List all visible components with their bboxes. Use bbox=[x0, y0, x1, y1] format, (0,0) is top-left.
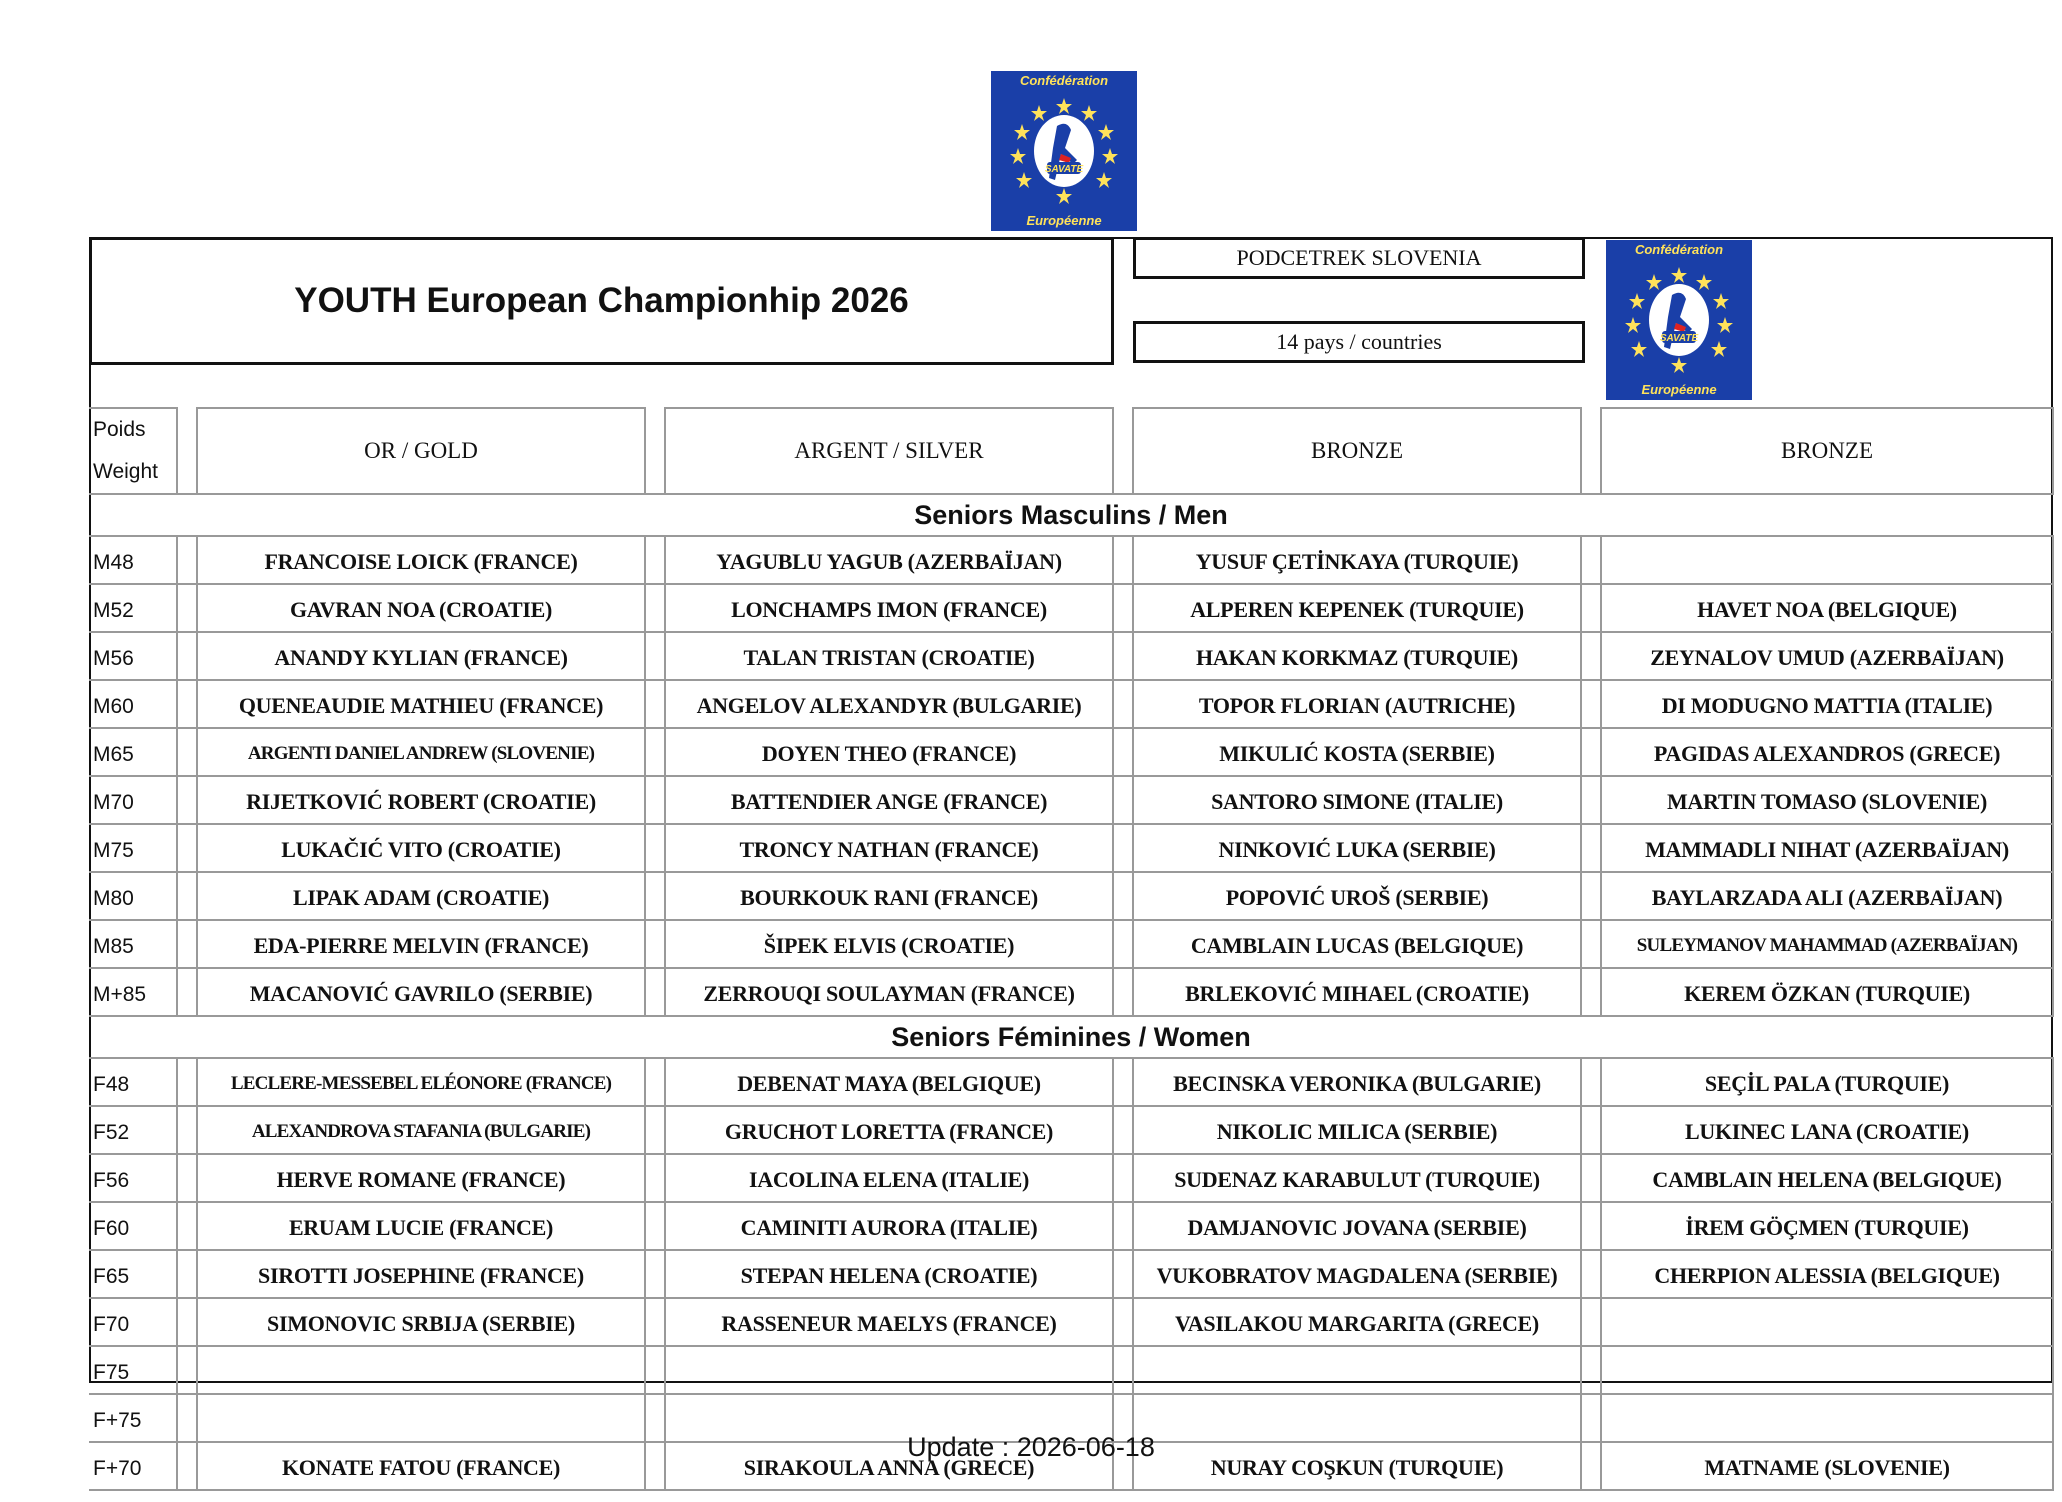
bronze2-medalist: LUKINEC LANA (CROATIE) bbox=[1601, 1106, 2053, 1154]
weight-class: M85 bbox=[89, 920, 177, 968]
weight-class: F+70 bbox=[89, 1442, 177, 1490]
page-title: YOUTH European Championhip 2026 bbox=[294, 281, 909, 320]
confederation-logo-right bbox=[1606, 240, 1752, 400]
table-row bbox=[89, 1250, 2053, 1298]
bronze1-medalist: TOPOR FLORIAN (AUTRICHE) bbox=[1133, 680, 1581, 728]
confederation-logo-top bbox=[991, 71, 1137, 231]
bronze2-medalist: MAMMADLI NIHAT (AZERBAÏJAN) bbox=[1601, 824, 2053, 872]
gold-medalist: KONATE FATOU (FRANCE) bbox=[197, 1442, 645, 1490]
logo-bottom-text: Européenne bbox=[1641, 382, 1717, 397]
weight-class: M+85 bbox=[89, 968, 177, 1016]
men-section-header bbox=[89, 494, 2053, 536]
table-row bbox=[89, 680, 2053, 728]
gold-medalist: LIPAK ADAM (CROATIE) bbox=[197, 872, 645, 920]
bronze1-medalist: HAKAN KORKMAZ (TURQUIE) bbox=[1133, 632, 1581, 680]
bronze1-medalist: BRLEKOVIĆ MIHAEL (CROATIE) bbox=[1133, 968, 1581, 1016]
weight-class: F60 bbox=[89, 1202, 177, 1250]
table-row bbox=[89, 872, 2053, 920]
silver-medalist: YAGUBLU YAGUB (AZERBAÏJAN) bbox=[665, 536, 1113, 584]
bronze2-medalist: SULEYMANOV MAHAMMAD (AZERBAÏJAN) bbox=[1601, 920, 2053, 968]
gold-medalist: EDA-PIERRE MELVIN (FRANCE) bbox=[197, 920, 645, 968]
bronze1-medalist: SUDENAZ KARABULUT (TURQUIE) bbox=[1133, 1154, 1581, 1202]
weight-class: F+75 bbox=[89, 1394, 177, 1442]
bronze1-medalist: BECINSKA VERONIKA (BULGARIE) bbox=[1133, 1058, 1581, 1106]
bronze2-medalist: CAMBLAIN HELENA (BELGIQUE) bbox=[1601, 1154, 2053, 1202]
silver-medalist bbox=[665, 1346, 1113, 1394]
table-row bbox=[89, 920, 2053, 968]
bronze2-medalist bbox=[1601, 536, 2053, 584]
bronze2-medalist bbox=[1601, 1346, 2053, 1394]
silver-medalist: IACOLINA ELENA (ITALIE) bbox=[665, 1154, 1113, 1202]
gold-medalist: RIJETKOVIĆ ROBERT (CROATIE) bbox=[197, 776, 645, 824]
silver-medalist: ANGELOV ALEXANDYR (BULGARIE) bbox=[665, 680, 1113, 728]
weight-class: M80 bbox=[89, 872, 177, 920]
gold-medalist: HERVE ROMANE (FRANCE) bbox=[197, 1154, 645, 1202]
weight-header-line2: Weight bbox=[93, 460, 158, 483]
bronze2-header: BRONZE bbox=[1601, 408, 2053, 494]
bronze1-medalist: NURAY COŞKUN (TURQUIE) bbox=[1133, 1442, 1581, 1490]
bronze2-medalist: PAGIDAS ALEXANDROS (GRECE) bbox=[1601, 728, 2053, 776]
bronze1-medalist: MIKULIĆ KOSTA (SERBIE) bbox=[1133, 728, 1581, 776]
table-row bbox=[89, 968, 2053, 1016]
weight-class: M75 bbox=[89, 824, 177, 872]
gold-medalist: ARGENTI DANIEL ANDREW (SLOVENIE) bbox=[197, 728, 645, 776]
gold-medalist bbox=[197, 1346, 645, 1394]
weight-class: M56 bbox=[89, 632, 177, 680]
logo-top-text: Confédération bbox=[1634, 242, 1724, 257]
bronze1-medalist: YUSUF ÇETİNKAYA (TURQUIE) bbox=[1133, 536, 1581, 584]
gold-medalist: FRANCOISE LOICK (FRANCE) bbox=[197, 536, 645, 584]
bronze1-medalist bbox=[1133, 1346, 1581, 1394]
gold-medalist: LECLERE-MESSEBEL ELÉONORE (FRANCE) bbox=[197, 1058, 645, 1106]
weight-class: M60 bbox=[89, 680, 177, 728]
bronze2-medalist: SEÇİL PALA (TURQUIE) bbox=[1601, 1058, 2053, 1106]
silver-medalist: LONCHAMPS IMON (FRANCE) bbox=[665, 584, 1113, 632]
table-row bbox=[89, 1202, 2053, 1250]
weight-class: M52 bbox=[89, 584, 177, 632]
bronze1-medalist: VASILAKOU MARGARITA (GRECE) bbox=[1133, 1298, 1581, 1346]
star-circle-emblem bbox=[1624, 265, 1734, 375]
silver-medalist: RASSENEUR MAELYS (FRANCE) bbox=[665, 1298, 1113, 1346]
bronze1-medalist: ALPEREN KEPENEK (TURQUIE) bbox=[1133, 584, 1581, 632]
gold-medalist: SIROTTI JOSEPHINE (FRANCE) bbox=[197, 1250, 645, 1298]
bronze1-medalist: POPOVIĆ UROŠ (SERBIE) bbox=[1133, 872, 1581, 920]
table-row bbox=[89, 632, 2053, 680]
silver-medalist: BATTENDIER ANGE (FRANCE) bbox=[665, 776, 1113, 824]
update-date: Update : 2026-06-18 bbox=[907, 1432, 1155, 1462]
logo-top-text: Confédération bbox=[1019, 73, 1109, 88]
silver-medalist: BOURKOUK RANI (FRANCE) bbox=[665, 872, 1113, 920]
table-row bbox=[89, 824, 2053, 872]
table-row bbox=[89, 1346, 2053, 1394]
weight-class: M70 bbox=[89, 776, 177, 824]
bronze1-medalist: DAMJANOVIC JOVANA (SERBIE) bbox=[1133, 1202, 1581, 1250]
women-section-header bbox=[89, 1016, 2053, 1058]
table-row bbox=[89, 536, 2053, 584]
women-section-title: Seniors Féminines / Women bbox=[89, 1016, 2053, 1058]
table-row bbox=[89, 1298, 2053, 1346]
table-row bbox=[89, 1154, 2053, 1202]
gold-medalist: ANANDY KYLIAN (FRANCE) bbox=[197, 632, 645, 680]
bronze1-medalist: CAMBLAIN LUCAS (BELGIQUE) bbox=[1133, 920, 1581, 968]
weight-class: F75 bbox=[89, 1346, 177, 1394]
bronze1-medalist: NIKOLIC MILICA (SERBIE) bbox=[1133, 1106, 1581, 1154]
gold-medalist: GAVRAN NOA (CROATIE) bbox=[197, 584, 645, 632]
logo-bottom-text: Européenne bbox=[1026, 213, 1102, 228]
weight-header bbox=[89, 408, 177, 494]
bronze2-medalist: HAVET NOA (BELGIQUE) bbox=[1601, 584, 2053, 632]
column-header-row bbox=[89, 408, 2053, 494]
silver-medalist: STEPAN HELENA (CROATIE) bbox=[665, 1250, 1113, 1298]
results-table bbox=[89, 407, 2054, 1491]
bronze2-medalist: MARTIN TOMASO (SLOVENIE) bbox=[1601, 776, 2053, 824]
silver-medalist: TRONCY NATHAN (FRANCE) bbox=[665, 824, 1113, 872]
silver-medalist: CAMINITI AURORA (ITALIE) bbox=[665, 1202, 1113, 1250]
weight-header-line1: Poids bbox=[93, 418, 146, 441]
countries-box bbox=[1133, 321, 1585, 363]
bronze2-medalist bbox=[1601, 1298, 2053, 1346]
table-row bbox=[89, 1106, 2053, 1154]
table-row bbox=[89, 728, 2053, 776]
venue-label: PODCETREK SLOVENIA bbox=[1236, 245, 1482, 270]
silver-medalist: ŠIPEK ELVIS (CROATIE) bbox=[665, 920, 1113, 968]
gold-medalist: QUENEAUDIE MATHIEU (FRANCE) bbox=[197, 680, 645, 728]
bronze2-medalist: MATNAME (SLOVENIE) bbox=[1601, 1442, 2053, 1490]
venue-box bbox=[1133, 237, 1585, 279]
bronze1-medalist: NINKOVIĆ LUKA (SERBIE) bbox=[1133, 824, 1581, 872]
bronze2-medalist: CHERPION ALESSIA (BELGIQUE) bbox=[1601, 1250, 2053, 1298]
logo-badge-text: SAVATE bbox=[1044, 164, 1084, 175]
countries-label: 14 pays / countries bbox=[1276, 329, 1442, 354]
silver-medalist: DOYEN THEO (FRANCE) bbox=[665, 728, 1113, 776]
star-circle-emblem bbox=[1009, 96, 1119, 206]
silver-header: ARGENT / SILVER bbox=[665, 408, 1113, 494]
weight-class: F56 bbox=[89, 1154, 177, 1202]
table-row bbox=[89, 1058, 2053, 1106]
weight-class: F70 bbox=[89, 1298, 177, 1346]
logo-badge-text: SAVATE bbox=[1659, 333, 1699, 344]
weight-class: F52 bbox=[89, 1106, 177, 1154]
silver-medalist: SIRAKOULA ANNA (GRECE) bbox=[665, 1442, 1113, 1490]
weight-class: F65 bbox=[89, 1250, 177, 1298]
men-section-title: Seniors Masculins / Men bbox=[89, 494, 2053, 536]
gold-medalist: ALEXANDROVA STAFANIA (BULGARIE) bbox=[197, 1106, 645, 1154]
gold-medalist: LUKAČIĆ VITO (CROATIE) bbox=[197, 824, 645, 872]
weight-class: M65 bbox=[89, 728, 177, 776]
silver-medalist: DEBENAT MAYA (BELGIQUE) bbox=[665, 1058, 1113, 1106]
bronze2-medalist: İREM GÖÇMEN (TURQUIE) bbox=[1601, 1202, 2053, 1250]
gold-medalist: SIMONOVIC SRBIJA (SERBIE) bbox=[197, 1298, 645, 1346]
gold-medalist: MACANOVIĆ GAVRILO (SERBIE) bbox=[197, 968, 645, 1016]
table-row bbox=[89, 584, 2053, 632]
gold-medalist: ERUAM LUCIE (FRANCE) bbox=[197, 1202, 645, 1250]
bronze1-medalist: SANTORO SIMONE (ITALIE) bbox=[1133, 776, 1581, 824]
bronze1-medalist: VUKOBRATOV MAGDALENA (SERBIE) bbox=[1133, 1250, 1581, 1298]
silver-medalist: GRUCHOT LORETTA (FRANCE) bbox=[665, 1106, 1113, 1154]
silver-medalist: TALAN TRISTAN (CROATIE) bbox=[665, 632, 1113, 680]
weight-class: F48 bbox=[89, 1058, 177, 1106]
gold-header: OR / GOLD bbox=[197, 408, 645, 494]
bronze2-medalist: ZEYNALOV UMUD (AZERBAÏJAN) bbox=[1601, 632, 2053, 680]
silver-medalist: ZERROUQI SOULAYMAN (FRANCE) bbox=[665, 968, 1113, 1016]
bronze2-medalist: BAYLARZADA ALI (AZERBAÏJAN) bbox=[1601, 872, 2053, 920]
bronze2-medalist: KEREM ÖZKAN (TURQUIE) bbox=[1601, 968, 2053, 1016]
bronze1-header: BRONZE bbox=[1133, 408, 1581, 494]
table-row bbox=[89, 776, 2053, 824]
bronze2-medalist: DI MODUGNO MATTIA (ITALIE) bbox=[1601, 680, 2053, 728]
title-box bbox=[89, 237, 1114, 365]
weight-class: M48 bbox=[89, 536, 177, 584]
